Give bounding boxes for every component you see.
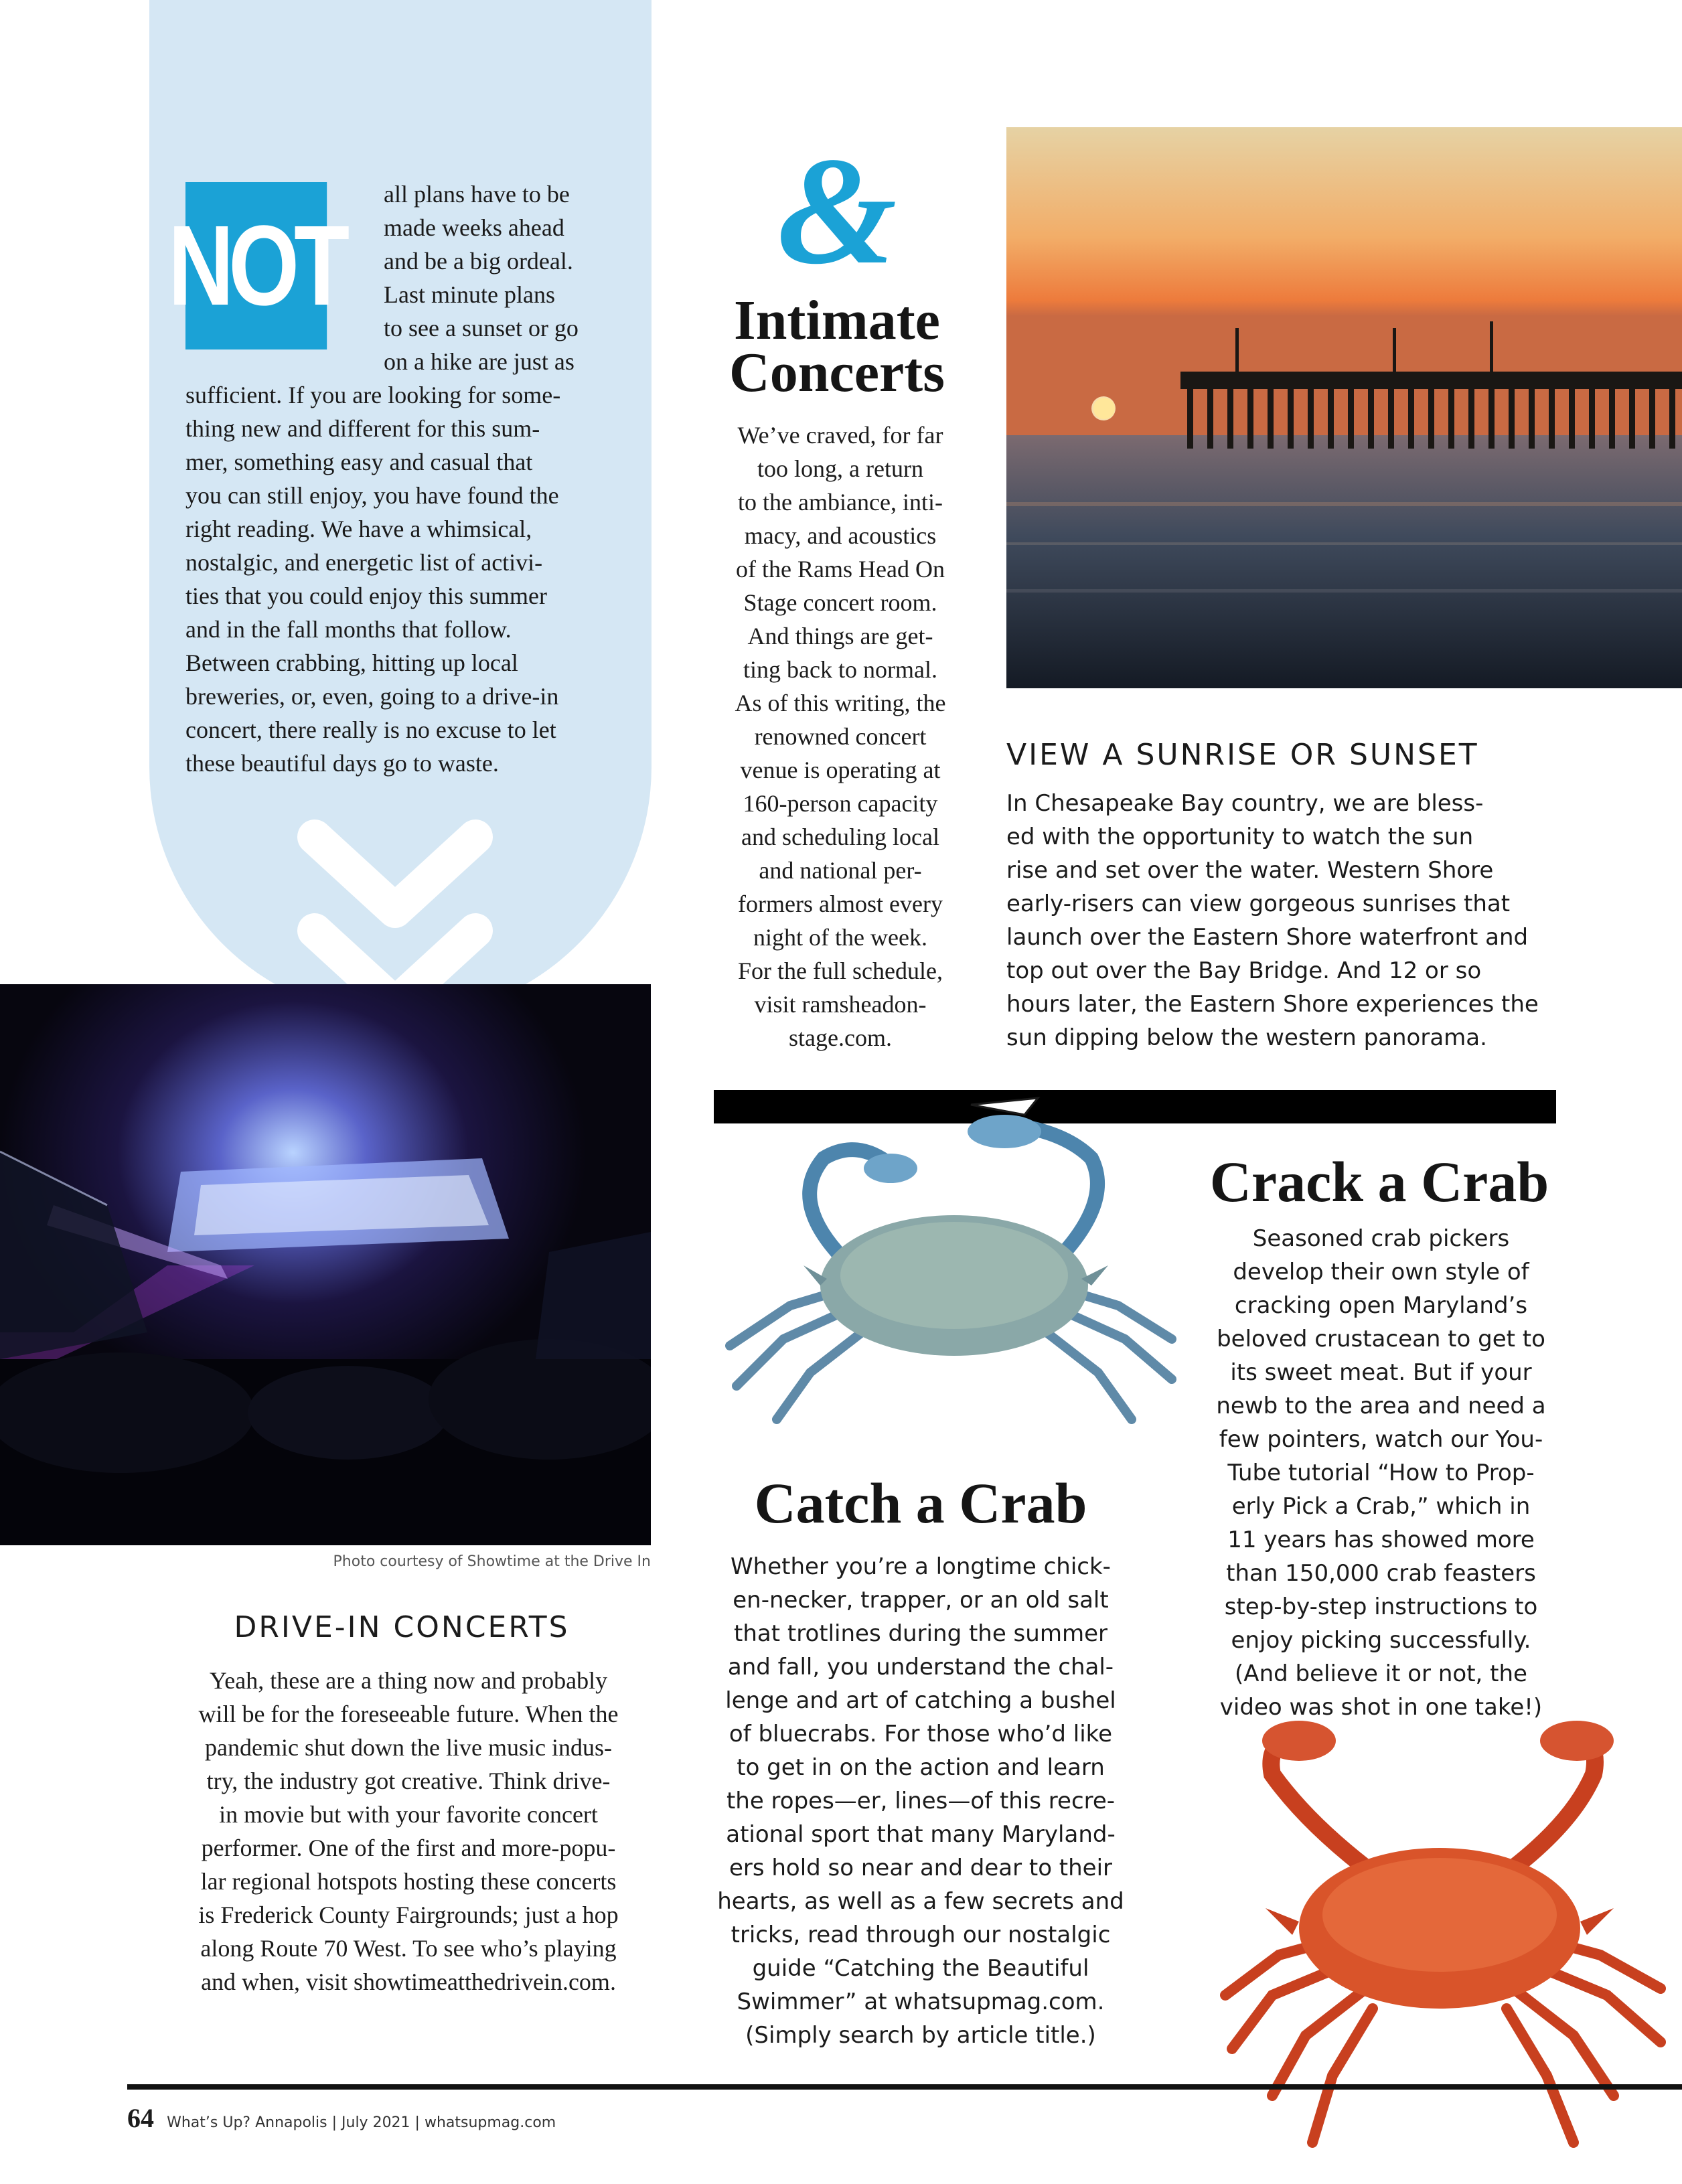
concerts-line: visit ramsheadon- [754, 991, 927, 1018]
crack-line: few pointers, watch our You- [1219, 1426, 1543, 1453]
drive-in-line: try, the industry got creative. Think drive- [206, 1768, 611, 1794]
catch-line: Whether you’re a longtime chick- [731, 1553, 1111, 1580]
intro-line: you can still enjoy, you have found the [185, 482, 559, 509]
drive-in-line: is Frederick County Fairgrounds; just a hop [198, 1901, 619, 1928]
concerts-title-line: Intimate [734, 289, 940, 352]
catch-line: en-necker, trapper, or an old salt [733, 1587, 1109, 1614]
concerts-line: venue is operating at [740, 757, 941, 783]
red-crab-illustration [1199, 1714, 1682, 2184]
sunset-line: launch over the Eastern Shore waterfront and [1006, 924, 1529, 951]
sunset-heading: VIEW A SUNRISE OR SUNSET [1006, 738, 1479, 772]
catch-line: that trotlines during the summer [734, 1620, 1107, 1647]
concerts-line: and scheduling local [741, 824, 939, 850]
catch-line: ational sport that many Maryland- [726, 1821, 1116, 1848]
dropcap-not: NOT [185, 182, 327, 349]
sunset-line: top out over the Bay Bridge. And 12 or so [1006, 957, 1482, 984]
intro-line: nostalgic, and energetic list of activi- [185, 549, 543, 576]
concerts-line: We’ve craved, for far [737, 422, 943, 449]
intro-line: thing new and different for this sum- [185, 415, 540, 442]
intro-line: these beautiful days go to waste. [185, 750, 499, 777]
catch-line: hearts, as well as a few secrets and [717, 1888, 1124, 1915]
crack-line: than 150,000 crab feasters [1226, 1560, 1536, 1587]
concerts-line: and national per- [759, 857, 922, 884]
drive-in-line: lar regional hotspots hosting these concerts [200, 1868, 617, 1895]
intro-line: on a hike are just as [384, 348, 575, 375]
sunset-body [1006, 787, 1676, 1055]
intro-line: Between crabbing, hitting up local [185, 649, 518, 676]
crack-line: beloved crustacean to get to [1217, 1326, 1545, 1352]
drive-in-line: Yeah, these are a thing now and probably [209, 1667, 608, 1694]
intro-line: mer, something easy and casual that [185, 449, 533, 475]
intro-line: Last minute plans [384, 281, 555, 308]
concerts-line: ting back to normal. [743, 656, 937, 683]
concerts-line: of the Rams Head On [736, 556, 945, 582]
sunset-line: rise and set over the water. Western Shore [1006, 857, 1494, 884]
catch-line: lenge and art of catching a bushel [725, 1687, 1116, 1714]
sunset-line: ed with the opportunity to watch the sun [1006, 824, 1474, 850]
concerts-line: to the ambiance, inti- [738, 489, 943, 516]
drive-in-concert-photo [0, 984, 651, 1545]
crack-line: (And believe it or not, the [1235, 1660, 1527, 1687]
sunset-line: In Chesapeake Bay country, we are bless- [1006, 790, 1484, 817]
concerts-line: For the full schedule, [738, 957, 943, 984]
concerts-line: formers almost every [738, 890, 943, 917]
sunset-pier-photo [1006, 127, 1682, 688]
crack-line: its sweet meat. But if your [1230, 1359, 1532, 1386]
page-number: 64 [127, 2103, 154, 2133]
crack-line: Seasoned crab pickers [1252, 1225, 1510, 1252]
crack-line: video was shot in one take!) [1219, 1694, 1543, 1721]
catch-line: ers hold so near and dear to their [729, 1855, 1113, 1881]
catch-line: of bluecrabs. For those who’d like [729, 1721, 1113, 1747]
concerts-line: macy, and acoustics [744, 522, 937, 549]
intro-line: right reading. We have a whimsical, [185, 516, 532, 542]
concerts-line: renowned concert [754, 723, 927, 750]
intro-line: breweries, or, even, going to a drive-in [185, 683, 559, 710]
drive-in-heading: DRIVE-IN CONCERTS [234, 1610, 570, 1644]
drive-in-line: in movie but with your favorite concert [219, 1801, 598, 1828]
concerts-line: And things are get- [747, 623, 933, 649]
drive-in-line: pandemic shut down the live music indus- [205, 1734, 612, 1761]
sunset-line: hours later, the Eastern Shore experiences the [1006, 991, 1539, 1018]
concerts-heading [696, 289, 978, 404]
photo-credit: Photo courtesy of Showtime at the Drive In [333, 1553, 651, 1570]
concerts-line: As of this writing, the [735, 690, 946, 716]
crack-line: enjoy picking successfully. [1231, 1627, 1531, 1654]
drive-in-line: performer. One of the first and more-popu- [201, 1835, 616, 1861]
catch-line: (Simply search by article title.) [745, 2022, 1096, 2049]
concerts-line: too long, a return [757, 455, 923, 482]
page-footer [127, 2102, 556, 2134]
catch-a-crab-heading: Catch a Crab [754, 1471, 1087, 1535]
concerts-line: 160-person capacity [743, 790, 938, 817]
crack-line: Tube tutorial “How to Prop- [1227, 1460, 1535, 1486]
crack-line: step-by-step instructions to [1224, 1593, 1538, 1620]
sunset-line: sun dipping below the western panorama. [1006, 1024, 1487, 1051]
intro-line: concert, there really is no excuse to let [185, 716, 556, 743]
concerts-line: night of the week. [753, 924, 927, 951]
crack-a-crab-body [1202, 1222, 1560, 1724]
crack-a-crab-heading: Crack a Crab [1209, 1150, 1549, 1214]
catch-line: tricks, read through our nostalgic [731, 1922, 1111, 1948]
catch-a-crab-body [706, 1550, 1135, 2052]
blue-crab-illustration [690, 1085, 1212, 1473]
catch-line: Swimmer” at whatsupmag.com. [737, 1988, 1105, 2015]
concerts-line: Stage concert room. [743, 589, 937, 616]
catch-line: the ropes—er, lines—of this recre- [726, 1788, 1116, 1814]
intro-line: ties that you could enjoy this summer [185, 582, 547, 609]
intro-line: and in the fall months that follow. [185, 616, 512, 643]
catch-line: guide “Catching the Beautiful [752, 1955, 1089, 1982]
catch-line: to get in on the action and learn [737, 1754, 1105, 1781]
sunset-line: early-risers can view gorgeous sunrises that [1006, 890, 1511, 917]
crack-line: newb to the area and need a [1216, 1393, 1546, 1419]
intro-line: and be a big ordeal. [384, 248, 573, 275]
drive-in-line: and when, visit showtimeatthedrivein.com. [201, 1968, 616, 1995]
concerts-body [703, 418, 978, 1055]
crack-line: develop their own style of [1233, 1259, 1529, 1285]
concerts-title-line: Concerts [729, 341, 945, 404]
intro-line: to see a sunset or go [384, 315, 579, 341]
drive-in-body [147, 1664, 670, 1999]
drive-in-line: along Route 70 West. To see who’s playing [200, 1935, 617, 1962]
intro-line: sufficient. If you are looking for some- [185, 382, 561, 408]
footer-publication: What’s Up? Annapolis | July 2021 | whatsupmag.com [167, 2114, 556, 2131]
crack-line: 11 years has showed more [1227, 1527, 1535, 1553]
crack-line: erly Pick a Crab,” which in [1231, 1493, 1531, 1520]
intro-line: all plans have to be [384, 181, 570, 208]
concerts-line: stage.com. [789, 1024, 892, 1051]
crack-line: cracking open Maryland’s [1234, 1292, 1528, 1319]
drive-in-line: will be for the foreseeable future. When the [198, 1701, 619, 1727]
catch-line: and fall, you understand the chal- [727, 1654, 1114, 1681]
ampersand-ornament: & [777, 125, 897, 296]
footer-rule [127, 2084, 1682, 2090]
intro-line: made weeks ahead [384, 214, 564, 241]
